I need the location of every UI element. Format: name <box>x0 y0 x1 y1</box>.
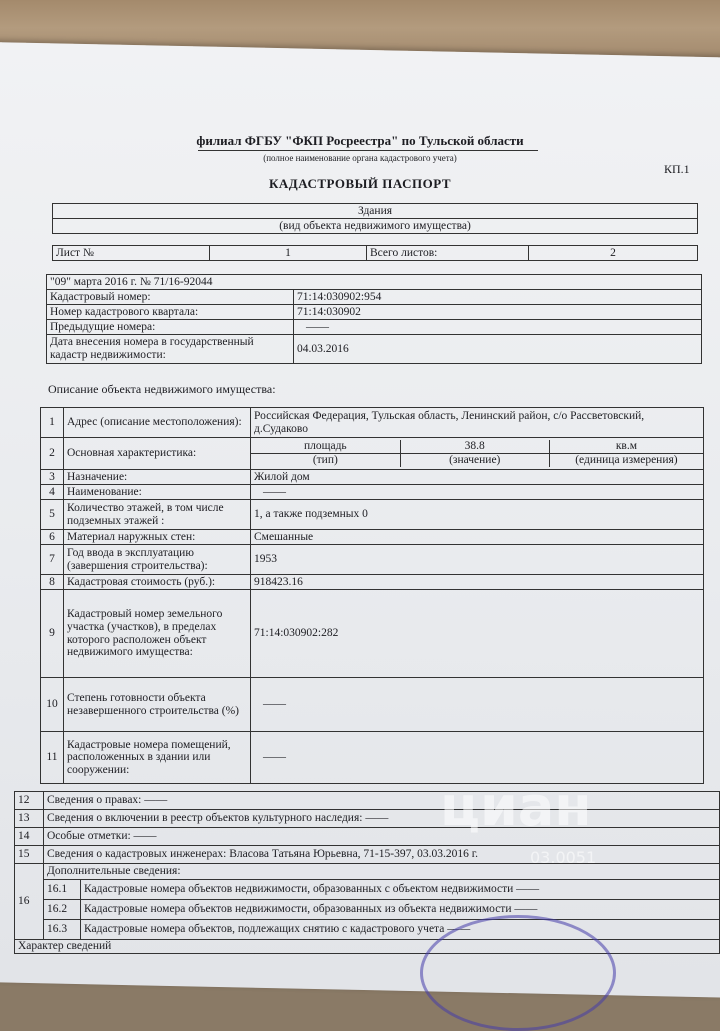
char-type-caption: (тип) <box>251 454 400 467</box>
row-label: Назначение: <box>64 470 251 485</box>
char-unit: кв.м <box>549 440 703 453</box>
row-text: Сведения о правах: —— <box>44 792 720 810</box>
document-title: КАДАСТРОВЫЙ ПАСПОРТ <box>268 176 452 191</box>
section-title: Описание объекта недвижимого имущества: <box>48 382 276 396</box>
reg-value: 71:14:030902 <box>294 305 702 320</box>
description-table <box>40 407 704 784</box>
row-number: 10 <box>41 678 64 732</box>
row-label: Степень готовности объекта незавершенного строительства (%) <box>64 678 251 732</box>
registration-table <box>46 274 702 364</box>
additional-title: Дополнительные сведения: <box>44 864 720 880</box>
row-number: 9 <box>41 590 64 678</box>
row-number: 8 <box>41 575 64 590</box>
sub-text: Кадастровые номера объектов, подлежащих снятию с кадастрового учета —— <box>81 920 720 940</box>
row-label: Кадастровая стоимость (руб.): <box>64 575 251 590</box>
row-number: 4 <box>41 485 64 500</box>
reg-value: 71:14:030902:954 <box>294 290 702 305</box>
characteristic-table <box>251 440 703 466</box>
row-label: Количество этажей, в том числе подземных этажей : <box>64 500 251 530</box>
object-kind-caption: (вид объекта недвижимого имущества) <box>53 219 698 234</box>
row-label: Основная характеристика: <box>64 438 251 470</box>
row-label: Кадастровые номера помещений, расположенных в здании или сооружении: <box>64 732 251 784</box>
total-sheets-label: Всего листов: <box>367 246 529 261</box>
watermark-id: 03.0051 <box>530 848 597 867</box>
row-text: Особые отметки: —— <box>44 828 720 846</box>
row-label: Материал наружных стен: <box>64 530 251 545</box>
row-number: 12 <box>15 792 44 810</box>
watermark-brand: циан <box>440 775 592 838</box>
stamp <box>420 915 616 1031</box>
object-kind-table <box>52 203 698 234</box>
row-label: Адрес (описание местоположения): <box>64 408 251 438</box>
reg-label: Номер кадастрового квартала: <box>47 305 294 320</box>
org-name: филиал ФГБУ "ФКП Росреестра" по Тульской области <box>196 133 524 148</box>
row-value: 1953 <box>251 545 704 575</box>
row-value: Российская Федерация, Тульская область, Ленинский район, с/о Рассветовский, д.Судаково <box>251 408 704 438</box>
footer-partial: Характер сведений <box>15 940 720 954</box>
row-number: 6 <box>41 530 64 545</box>
row-text: Сведения о кадастровых инженерах: Власова Татьяна Юрьевна, 71-15-397, 03.03.2016 г. <box>44 846 720 864</box>
sub-number: 16.1 <box>44 880 81 900</box>
reg-label: Кадастровый номер: <box>47 290 294 305</box>
row-label: Кадастровый номер земельного участка (участков), в пределах которого расположен объект недвижимого имущества: <box>64 590 251 678</box>
row-value: —— <box>251 678 704 732</box>
total-sheets: 2 <box>529 246 698 261</box>
row-value: 918423.16 <box>251 575 704 590</box>
row-number: 3 <box>41 470 64 485</box>
sub-text: Кадастровые номера объектов недвижимости, образованных из объекта недвижимости —— <box>81 900 720 920</box>
sheet-table <box>52 245 698 261</box>
reg-label: Дата внесения номера в государственный кадастр недвижимости: <box>47 335 294 364</box>
sub-number: 16.2 <box>44 900 81 920</box>
row-value: Смешанные <box>251 530 704 545</box>
reg-value: —— <box>294 320 702 335</box>
row-value: 71:14:030902:282 <box>251 590 704 678</box>
row-value: —— <box>251 485 704 500</box>
char-value: 38.8 <box>400 440 549 453</box>
char-value-caption: (значение) <box>400 454 549 467</box>
row-text: Сведения о включении в реестр объектов культурного наследия: —— <box>44 810 720 828</box>
row-number: 15 <box>15 846 44 864</box>
row-value: Жилой дом <box>251 470 704 485</box>
row-number: 14 <box>15 828 44 846</box>
row-value: —— <box>251 732 704 784</box>
row-value: 1, а также подземных 0 <box>251 500 704 530</box>
row-number: 16 <box>15 864 44 940</box>
reg-value: 04.03.2016 <box>294 335 702 364</box>
registration-date-number: "09" марта 2016 г. № 71/16-92044 <box>47 275 702 290</box>
reg-label: Предыдущие номера: <box>47 320 294 335</box>
sub-text: Кадастровые номера объектов недвижимости, образованных с объектом недвижимости —— <box>81 880 720 900</box>
row-label: Наименование: <box>64 485 251 500</box>
org-underline <box>198 150 538 151</box>
org-subtitle: (полное наименование органа кадастрового учета) <box>263 153 457 163</box>
sheet-number: 1 <box>210 246 367 261</box>
sheet-label: Лист № <box>53 246 210 261</box>
row-label: Год ввода в эксплуатацию (завершения строительства): <box>64 545 251 575</box>
row-number: 5 <box>41 500 64 530</box>
row-number: 2 <box>41 438 64 470</box>
char-type: площадь <box>251 440 400 453</box>
extra-table <box>14 791 720 954</box>
row-number: 1 <box>41 408 64 438</box>
form-code: КП.1 <box>664 162 690 176</box>
char-unit-caption: (единица измерения) <box>575 454 678 466</box>
row-number: 7 <box>41 545 64 575</box>
row-number: 13 <box>15 810 44 828</box>
sub-number: 16.3 <box>44 920 81 940</box>
object-kind-value: Здания <box>53 204 698 219</box>
row-number: 11 <box>41 732 64 784</box>
